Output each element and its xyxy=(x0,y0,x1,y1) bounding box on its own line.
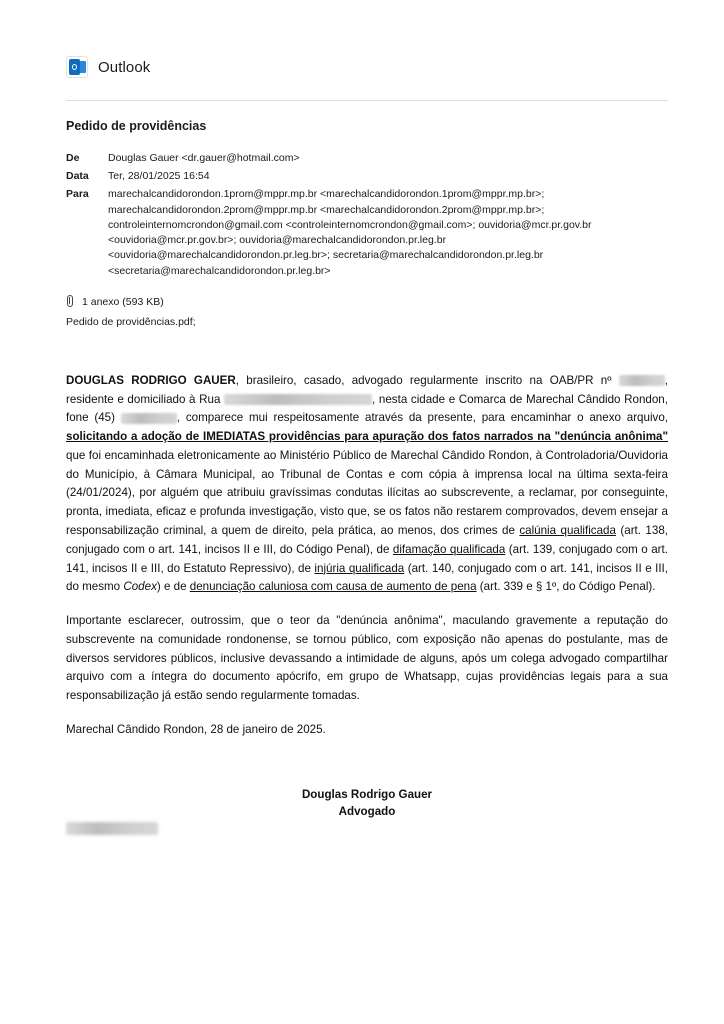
attachment-file-name[interactable]: Pedido de providências.pdf; xyxy=(66,315,196,328)
meta-value-from: Douglas Gauer <dr.gauer@hotmail.com> xyxy=(108,152,300,164)
meta-label-date: Data xyxy=(66,170,89,183)
crime-calunia: calúnia qualificada xyxy=(519,524,616,537)
recipient-line: marechalcandidorondon.2prom@mppr.mp.br <marechalcandidorondon.2prom@mppr.mp.br>; xyxy=(108,203,545,216)
meta-value-to xyxy=(108,187,668,278)
signature-role: Advogado xyxy=(338,805,396,819)
meta-label-to: Para xyxy=(66,188,89,201)
outlook-brand xyxy=(66,56,668,78)
signature-block xyxy=(66,786,668,835)
email-meta xyxy=(66,151,668,279)
recipient-line: <secretaria@marechalcandidorondon.pr.leg.br> xyxy=(108,264,331,277)
p1-seg3: , nesta cidade e Comarca de Marechal Cândido Rondon, fone (45) xyxy=(66,392,668,425)
outlook-icon xyxy=(66,56,88,78)
request-emphasis: solicitando a adoção de IMEDIATAS providências para apuração dos fatos narrados na "denúncia anônima" xyxy=(66,430,668,444)
meta-row-to xyxy=(66,187,668,278)
recipient-line: controleinternomcrondon@gmail.com <controleinternomcrondon@gmail.com>; ouvidoria@mcr.pr.gov.br xyxy=(108,218,592,231)
meta-row-date xyxy=(66,169,668,184)
brand-name: Outlook xyxy=(98,58,151,76)
p1-seg7: (art. 139, conjugado com o art. 141, incisos II e III, do Estatuto Repressivo), de xyxy=(66,542,668,575)
redacted-address xyxy=(224,394,372,405)
p1-seg8: (art. 140, conjugado com o art. 141, incisos II e III, do mesmo xyxy=(66,561,669,594)
p1-seg1: , brasileiro, casado, advogado regularmente inscrito na OAB/PR nº xyxy=(235,373,619,387)
header-divider xyxy=(66,100,668,101)
letter-place-date: Marechal Cândido Rondon, 28 de janeiro de 2025. xyxy=(66,723,326,737)
crime-injuria: injúria qualificada xyxy=(314,561,405,575)
crime-denunciacao: denunciação caluniosa com causa de aumento de pena xyxy=(189,580,477,594)
email-subject: Pedido de providências xyxy=(66,119,207,133)
signature-name: Douglas Rodrigo Gauer xyxy=(301,787,433,801)
p1-seg10: (art. 339 e § 1º, do Código Penal). xyxy=(476,580,656,594)
paperclip-icon xyxy=(66,295,75,309)
attachment-block xyxy=(66,295,668,328)
codex-term: Codex xyxy=(123,580,157,594)
redacted-phone xyxy=(121,413,177,424)
attachment-count: 1 anexo (593 KB) xyxy=(82,295,164,308)
attachment-summary-row xyxy=(66,295,668,309)
meta-label-from: De xyxy=(66,152,80,164)
meta-value-date: Ter, 28/01/2025 16:54 xyxy=(108,170,210,183)
recipient-line: <ouvidoria@marechalcandidorondon.pr.leg.br>; secretaria@marechalcandidorondon.pr.leg.br xyxy=(108,249,544,262)
subscriber-name: DOUGLAS RODRIGO GAUER xyxy=(66,373,236,387)
letter-body xyxy=(66,372,668,835)
p1-seg5: que foi encaminhada eletronicamente ao Ministério Público de Marechal Cândido Rondon, à Controladoria/Ouvidoria do Município, à Câmara Municipal, ao Tribunal de Contas e com cópia à imprensa local na última sexta-feira (24/01/2024), por alguém que atribuiu gravíssimas condutas ilícitas ao subscrevente, a reclamar, por conseguinte, pronta, imediata, eficaz e profunda investigação, visto que, se os fatos não restarem comprovados, devem ensejar a responsabilização criminal, a quem de direito, pela prática, ao menos, dos crimes de xyxy=(66,448,668,537)
letter-paragraph-2: Importante esclarecer, outrossim, que o teor da "denúncia anônima", maculando gravemente a reputação do subscrevente na comunidade rondonense, se tornou público, com exposição não apenas do postulante, mas de diversos servidores públicos, inclusive devassando a intimidade de alguns, após um colega advogado compartilhar arquivo com a íntegra do documento apócrifo, em grupo de Whatsapp, cujas providências legais para a sua responsabilização já estão sendo regularmente tomadas. xyxy=(66,614,668,703)
meta-row-from xyxy=(66,151,668,166)
letter-paragraph-1 xyxy=(66,372,668,597)
p1-seg9: ) e de xyxy=(156,580,190,594)
p1-seg6: (art. 138, conjugado com o art. 141, incisos II e III, do Código Penal), de xyxy=(66,524,668,556)
redacted-oab-number xyxy=(619,375,665,386)
p1-seg2: , residente e domiciliado à Rua xyxy=(66,373,668,406)
crime-difamacao: difamação qualificada xyxy=(392,542,506,556)
recipient-line: marechalcandidorondon.1prom@mppr.mp.br <marechalcandidorondon.1prom@mppr.mp.br>; xyxy=(108,188,545,201)
redacted-signature-oab xyxy=(66,822,158,835)
recipient-line: <ouvidoria@mcr.pr.gov.br>; ouvidoria@marechalcandidorondon.pr.leg.br xyxy=(108,234,447,247)
p1-seg4: , comparece mui respeitosamente através da presente, para encaminhar o anexo arquivo, xyxy=(176,411,668,425)
